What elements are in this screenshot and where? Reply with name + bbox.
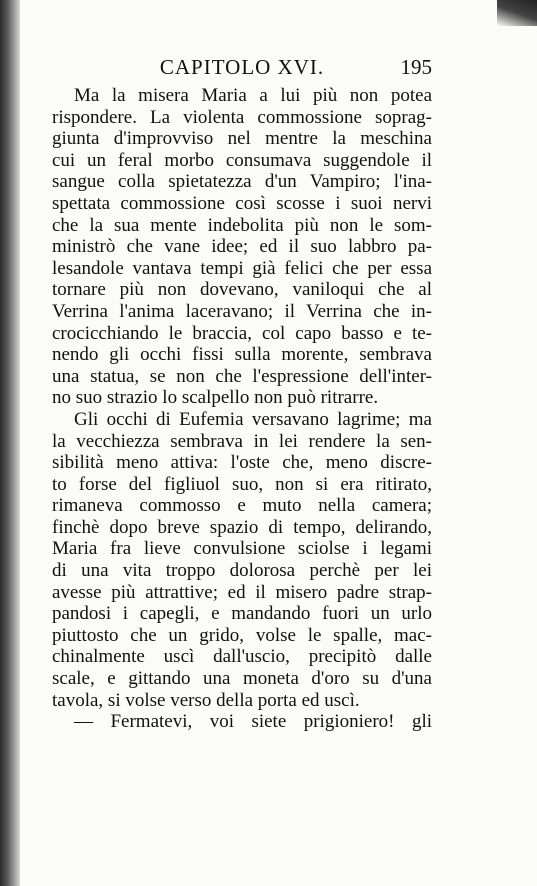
text-line: Gli occhi di Eufemia versavano lagrime; ma [74, 408, 432, 430]
text-line: spettata commossione così scosse i suoi nervi [52, 192, 432, 214]
text-line: avesse più attrattive; ed il misero padre strap- [52, 581, 432, 603]
text-line: no suo strazio lo scalpello non può ritrarre. [52, 387, 379, 409]
text-line: rimaneva commosso e muto nella camera; [52, 495, 432, 517]
body-text [52, 85, 432, 733]
text-line: giunta d'improvviso nel mentre la meschina [52, 128, 432, 150]
chapter-title: CAPITOLO XVI. [159, 55, 325, 79]
text-line: una statua, se non che l'espressione dell'inter- [52, 365, 432, 387]
text-line: sangue colla spietatezza d'un Vampiro; l'ina- [52, 171, 432, 193]
text-line: Maria fra lieve convulsione sciolse i legami [52, 538, 432, 560]
text-line: pandosi i capegli, e mandando fuori un urlo [52, 603, 432, 625]
text-line: ministrò che vane idee; ed il suo labbro pa- [52, 236, 432, 258]
page-corner-shadow [497, 0, 537, 26]
text-line: scale, e gittando una moneta d'oro su d'una [52, 668, 432, 690]
text-line: Verrina l'anima laceravano; il Verrina che in- [52, 300, 432, 322]
text-line: finchè dopo breve spazio di tempo, delirando, [52, 516, 432, 538]
text-line: la vecchiezza sembrava in lei rendere la sen- [52, 430, 432, 452]
page-number: 195 [400, 55, 432, 79]
text-line: che la sua mente indebolita più non le som- [52, 214, 432, 236]
text-line: tornare più non dovevano, vaniloqui che al [52, 279, 432, 301]
text-line: Ma la misera Maria a lui più non potea [74, 85, 432, 106]
text-line: piuttosto che un grido, volse le spalle, mac- [52, 624, 432, 646]
text-line: tavola, si volse verso della porta ed uscì. [52, 689, 360, 711]
text-line: — Fermatevi, voi siete prigioniero! gli [74, 711, 432, 733]
page-left-edge-shadow [0, 0, 20, 886]
text-line: rispondere. La violenta commossione soprag- [52, 106, 432, 128]
text-line: lesandole vantava tempi già felici che per essa [52, 257, 432, 279]
text-line: di una vita troppo dolorosa perchè per lei [52, 560, 432, 582]
text-line: nendo gli occhi fissi sulla morente, sembrava [52, 344, 432, 366]
text-line: crocicchiando le braccia, col capo basso e te- [52, 322, 432, 344]
running-header [52, 55, 432, 83]
text-line: to forse del figliuol suo, non si era ritirato, [52, 473, 432, 495]
text-line: chinalmente uscì dall'uscio, precipitò dalle [52, 646, 432, 668]
text-line: sibilità meno attiva: l'oste che, meno discre- [52, 452, 432, 474]
text-line: cui un feral morbo consumava suggendole il [52, 149, 432, 171]
